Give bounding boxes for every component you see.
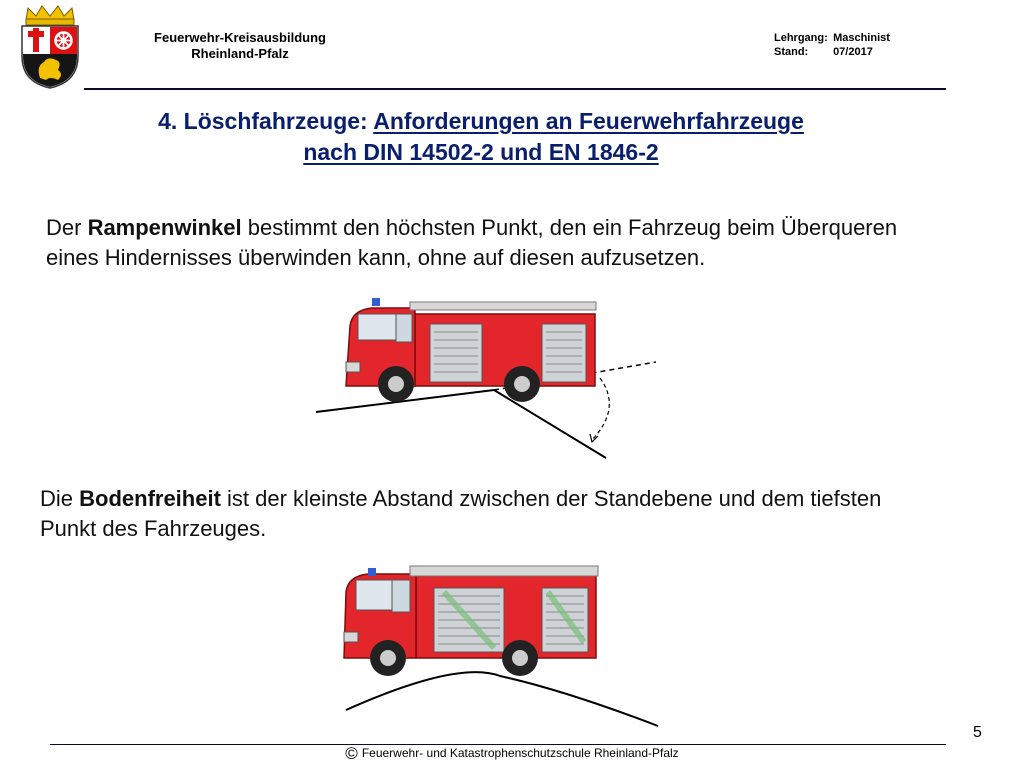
paragraph-bodenfreiheit bbox=[40, 484, 940, 544]
coat-of-arms-icon bbox=[18, 4, 82, 90]
paragraph-rampenwinkel bbox=[46, 213, 946, 273]
header-meta bbox=[774, 31, 890, 59]
title-prefix: 4. Löschfahrzeuge: bbox=[158, 108, 374, 134]
copyright-icon: © bbox=[345, 744, 358, 763]
header-org-line2: Rheinland-Pfalz bbox=[191, 46, 289, 61]
course-label: Lehrgang: bbox=[774, 32, 828, 44]
para2-after: ist der kleinste Abstand zwischen der Standebene und dem tiefsten Punkt des Fahrzeuges. bbox=[40, 486, 882, 541]
title-link-line2: nach DIN 14502-2 und EN 1846-2 bbox=[303, 139, 659, 165]
header-divider bbox=[84, 88, 946, 90]
page-number: 5 bbox=[973, 724, 982, 741]
status-label: Stand: bbox=[774, 46, 809, 58]
ground-clearance-illustration bbox=[334, 562, 664, 732]
course-value: Maschinist bbox=[833, 32, 890, 44]
term-rampenwinkel: Rampenwinkel bbox=[87, 215, 242, 240]
ramp-angle-illustration bbox=[310, 290, 670, 465]
page-title bbox=[0, 106, 962, 168]
para1-before: Der bbox=[46, 215, 88, 240]
footer-text: Feuerwehr- und Katastrophenschutzschule Rheinland-Pfalz bbox=[361, 746, 679, 760]
footer bbox=[0, 744, 1024, 764]
header-org bbox=[120, 30, 360, 62]
para1-after: bestimmt den höchsten Punkt, den ein Fahrzeug beim Überqueren eines Hindernisses überwinden kann, ohne auf diesen aufzusetzen. bbox=[46, 215, 898, 270]
term-bodenfreiheit: Bodenfreiheit bbox=[79, 486, 221, 511]
title-link-line1: Anforderungen an Feuerwehrfahrzeuge bbox=[373, 108, 804, 134]
status-value: 07/2017 bbox=[833, 46, 873, 58]
header-org-line1: Feuerwehr-Kreisausbildung bbox=[154, 30, 326, 45]
para2-before: Die bbox=[40, 486, 80, 511]
